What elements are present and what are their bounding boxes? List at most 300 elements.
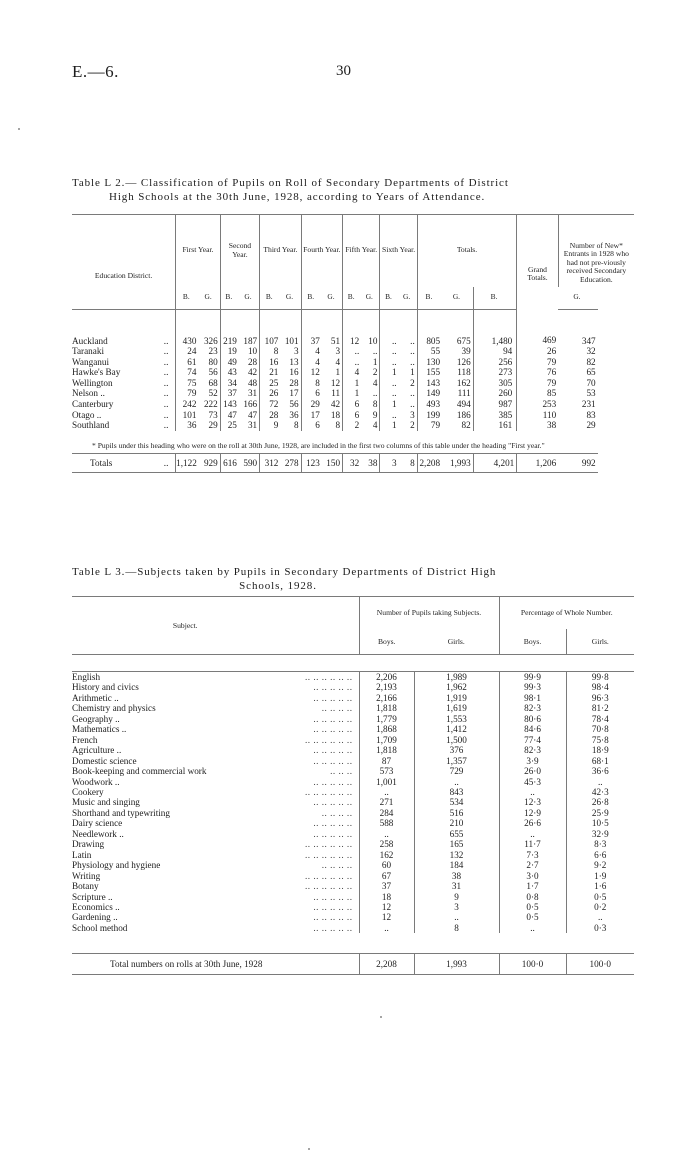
subject-name: Dairy science xyxy=(72,818,123,829)
table-l2-row xyxy=(72,420,634,431)
girls-percentage: 96·3 xyxy=(566,693,634,703)
header-new-entrants: Number of New* Entrants in 1928 who had not pre-viously received Secondary Education. xyxy=(558,215,634,287)
bg-header-cell: B. xyxy=(260,287,281,310)
table-l2-cell: 8 xyxy=(301,378,322,389)
boys-percentage: 2·7 xyxy=(499,860,566,870)
table-l2-cell: 19 xyxy=(220,346,239,357)
boys-percentage: 12·3 xyxy=(499,797,566,807)
table-l3-row xyxy=(72,672,634,683)
table-l2-total-cell: 616 xyxy=(220,453,239,472)
boys-percentage: 82·3 xyxy=(499,703,566,713)
table-l2-cell: 17 xyxy=(301,410,322,421)
subject-name: Domestic science xyxy=(72,755,137,766)
table-l2-cell: 3 xyxy=(294,346,299,357)
table-l3 xyxy=(72,596,634,975)
table-l2-cell: 37 xyxy=(301,309,322,346)
table-l2-cell: 42 xyxy=(330,399,341,410)
table-l2-cell: 107 xyxy=(260,309,281,346)
table-l2-cell: 75 xyxy=(176,378,199,389)
table-l2-cell: 16 xyxy=(289,367,299,378)
girls-count: 376 xyxy=(414,745,499,755)
table-l3-row xyxy=(72,829,634,839)
table-l2-cell: 42 xyxy=(247,367,258,378)
leader-dots: .. .. .. .. .. .. xyxy=(304,786,353,797)
table-l3-row xyxy=(72,756,634,766)
district-name: Auckland xyxy=(72,335,108,346)
table-l2-cell: 9 xyxy=(372,409,378,420)
leader-dots: .. .. .. .. .. xyxy=(313,776,353,787)
table-l2-title-line2: High Schools at the 30th June, 1928, according to Years of Attendance. xyxy=(109,191,486,203)
table-l2-cell: 4 xyxy=(301,357,322,368)
table-l2-cell: .. xyxy=(372,388,378,399)
boys-count: 1,818 xyxy=(359,745,414,755)
boys-percentage: 0·5 xyxy=(499,902,566,912)
table-l2-cell: .. xyxy=(410,335,415,346)
table-l2-cell: 6 xyxy=(343,410,362,421)
table-l2-cell: .. xyxy=(410,399,415,410)
leader-dots: .. .. .. .. .. .. xyxy=(304,881,353,892)
table-l2-cell: 187 xyxy=(243,335,258,346)
table-l2-cell: 2 xyxy=(410,377,415,388)
table-l2-totals-row xyxy=(72,453,634,472)
district-name: Otago .. xyxy=(72,409,102,420)
bg-header-cell: G. xyxy=(442,287,473,310)
boys-percentage: 99·3 xyxy=(499,682,566,692)
girls-percentage: 75·8 xyxy=(566,735,634,745)
table-l2-cell: 101 xyxy=(284,335,299,346)
table-l3-row xyxy=(72,724,634,734)
table-l2-cell: 186 xyxy=(456,409,471,420)
table-l2-cell: 73 xyxy=(208,409,218,420)
subject-name: Woodwork .. xyxy=(72,776,120,787)
table-l2-cell: 29 xyxy=(208,420,218,431)
boys-percentage: 3·0 xyxy=(499,871,566,881)
table-l2-cell: 65 xyxy=(586,367,596,378)
boys-count: 258 xyxy=(359,839,414,849)
table-l2-cell: 1 xyxy=(343,388,362,399)
table-l2-total-cell: 4,201 xyxy=(473,453,517,472)
table-l3-row xyxy=(72,892,634,902)
table-l2-cell: 8 xyxy=(260,346,281,357)
bg-header-cell: B. xyxy=(417,287,442,310)
leader-dots: .. .. .. .. .. xyxy=(313,818,353,829)
table-l2-row xyxy=(72,399,634,410)
table-l2-total-cell: 1,993 xyxy=(442,453,473,472)
boys-count: .. xyxy=(359,923,414,933)
table-l2-cell: 8 xyxy=(294,420,299,431)
leader-dots: .. xyxy=(163,420,169,431)
header-totals: Totals. xyxy=(417,215,517,287)
leader-dots: .. xyxy=(163,388,169,399)
header-sixth-year: Sixth Year. xyxy=(380,215,417,287)
girls-count: 1,500 xyxy=(414,735,499,745)
girls-count: 31 xyxy=(414,881,499,891)
header-boys: Boys. xyxy=(359,629,414,655)
table-l2-total-cell: 1,206 xyxy=(517,453,558,472)
table-l2-cell: 12 xyxy=(330,377,341,388)
header-third-year: Third Year. xyxy=(260,215,301,287)
boys-count: 1,818 xyxy=(359,703,414,713)
boys-count: 588 xyxy=(359,818,414,828)
header-pct-girls: Girls. xyxy=(566,629,634,655)
boys-percentage-total: 100·0 xyxy=(499,954,566,975)
table-l2-cell: 675 xyxy=(456,335,471,346)
table-l2-total-cell: 312 xyxy=(260,453,281,472)
table-l2-cell: 231 xyxy=(581,399,596,410)
table-l2-total-cell: 992 xyxy=(558,453,597,472)
table-l3-row xyxy=(72,703,634,713)
table-l2-cell: 52 xyxy=(208,388,218,399)
leader-dots: .. .. .. .. .. xyxy=(313,724,353,735)
leader-dots: .. xyxy=(157,453,176,472)
leader-dots: .. .. .. .. .. xyxy=(313,797,353,808)
bg-header-cell: G. xyxy=(198,287,220,310)
boys-percentage: 45·3 xyxy=(499,777,566,787)
table-l2-total-cell: 2,208 xyxy=(417,453,442,472)
table-l3-row xyxy=(72,797,634,807)
table-l2-cell: .. xyxy=(410,388,415,399)
table-l2-cell: 76 xyxy=(517,367,558,378)
boys-percentage: 26·0 xyxy=(499,766,566,776)
girls-count: 184 xyxy=(414,860,499,870)
table-l2-cell: 29 xyxy=(301,399,322,410)
table-l2-total-cell: 1,122 xyxy=(176,453,199,472)
table-l2-cell: 1 xyxy=(380,420,399,431)
table-l2-cell: 101 xyxy=(176,410,199,421)
table-l2-cell: 94 xyxy=(473,346,517,357)
girls-count: 38 xyxy=(414,871,499,881)
table-l2-cell: 12 xyxy=(301,367,322,378)
table-l3-row xyxy=(72,902,634,912)
table-l2-total-cell: 38 xyxy=(361,453,380,472)
boys-count: 573 xyxy=(359,766,414,776)
table-l2-cell: 83 xyxy=(586,409,596,420)
table-l2-cell: 23 xyxy=(208,346,218,357)
table-l2-cell: 494 xyxy=(456,399,471,410)
page-reference: E.—6. xyxy=(72,62,119,81)
boys-count: 60 xyxy=(359,860,414,870)
table-l2-cell: 143 xyxy=(417,378,442,389)
table-l2-cell: 805 xyxy=(417,309,442,346)
leader-dots: .. xyxy=(163,409,169,420)
table-l2-cell: 4 xyxy=(301,346,322,357)
girls-count: 1,919 xyxy=(414,693,499,703)
table-l3-row xyxy=(72,766,634,776)
girls-count: 729 xyxy=(414,766,499,776)
table-l3-row xyxy=(72,860,634,870)
girls-percentage: 32·9 xyxy=(566,829,634,839)
table-l2-cell: 4 xyxy=(372,377,378,388)
girls-count: 516 xyxy=(414,808,499,818)
table-l2-cell: 47 xyxy=(220,410,239,421)
table-l2-cell: 10 xyxy=(247,346,258,357)
boys-percentage: 84·6 xyxy=(499,724,566,734)
boys-count: 87 xyxy=(359,756,414,766)
boys-count: 12 xyxy=(359,912,414,922)
table-l2-cell: 149 xyxy=(417,388,442,399)
leader-dots: .. .. .. .. .. xyxy=(313,692,353,703)
table-l2-cell: 1,480 xyxy=(473,309,517,346)
table-l2-cell: 273 xyxy=(473,367,517,378)
boys-count: 1,709 xyxy=(359,735,414,745)
girls-percentage: 70·8 xyxy=(566,724,634,734)
table-l2-cell: 17 xyxy=(289,388,299,399)
girls-count: 210 xyxy=(414,818,499,828)
table-l2-cell: 111 xyxy=(457,388,471,399)
table-l2-cell: 68 xyxy=(208,377,218,388)
girls-count: 1,619 xyxy=(414,703,499,713)
table-l2-cell: 10 xyxy=(368,335,378,346)
table-l2-row xyxy=(72,378,634,389)
table-l3-row xyxy=(72,808,634,818)
table-l2-cell: 28 xyxy=(247,356,258,367)
table-l2-cell: 1 xyxy=(410,367,415,378)
subject-name: Geography .. xyxy=(72,713,120,724)
table-l3-title xyxy=(72,565,634,593)
bg-header-cell: G. xyxy=(361,287,380,310)
bg-header-cell: G. xyxy=(322,287,343,310)
table-l2-row xyxy=(72,367,634,378)
leader-dots: .. .. .. .. .. .. xyxy=(304,672,353,682)
header-percentage: Percentage of Whole Number. xyxy=(499,597,634,629)
page-number: 30 xyxy=(336,63,351,79)
subject-name: Gardening .. xyxy=(72,912,118,923)
table-l3-totals-row xyxy=(72,954,634,975)
leader-dots: .. .. .. .. .. xyxy=(313,713,353,724)
boys-count: 2,193 xyxy=(359,682,414,692)
girls-count: .. xyxy=(414,912,499,922)
table-l2-cell: 3 xyxy=(410,409,415,420)
table-l2-cell: 987 xyxy=(473,399,517,410)
table-l2-cell: 4 xyxy=(335,356,341,367)
table-l3-row xyxy=(72,839,634,849)
header-district: Education District. xyxy=(72,215,176,287)
table-l2-cell: 6 xyxy=(301,388,322,399)
table-l2-cell: 18 xyxy=(330,409,341,420)
table-l2-cell: 70 xyxy=(586,377,596,388)
table-l2-cell: 242 xyxy=(176,399,199,410)
boys-percentage: .. xyxy=(499,829,566,839)
table-l2-cell: 51 xyxy=(330,335,341,346)
boys-percentage: 26·6 xyxy=(499,818,566,828)
leader-dots: .. .. .. .. xyxy=(321,860,353,871)
table-l2-cell: 126 xyxy=(456,356,471,367)
subject-name: Physiology and hygiene xyxy=(72,860,161,871)
table-l2-cell: 43 xyxy=(220,367,239,378)
table-l2-cell: .. xyxy=(380,388,399,399)
table-l2-cell: .. xyxy=(380,357,399,368)
table-l2-cell: 28 xyxy=(260,410,281,421)
boys-percentage: .. xyxy=(499,787,566,797)
boys-count: 284 xyxy=(359,808,414,818)
table-l2-cell: 38 xyxy=(517,420,558,431)
table-l2-cell: 25 xyxy=(260,378,281,389)
header-subject: Subject. xyxy=(72,597,359,655)
table-l3-row xyxy=(72,818,634,828)
subject-name: Scripture .. xyxy=(72,891,113,902)
subject-name: French xyxy=(72,734,98,745)
table-l2-cell: 13 xyxy=(289,356,299,367)
leader-dots: .. .. .. .. .. xyxy=(313,901,353,912)
girls-percentage: 0·3 xyxy=(566,923,634,933)
subject-name: Chemistry and physics xyxy=(72,703,156,714)
header-girls: Girls. xyxy=(447,636,465,646)
table-l2-total-cell: 150 xyxy=(322,453,343,472)
table-l2-cell: 143 xyxy=(220,399,239,410)
table-l2-cell: 326 xyxy=(203,335,218,346)
table-l2-cell: 49 xyxy=(220,357,239,368)
table-l2-cell: 6 xyxy=(301,420,322,431)
boys-count: 1,001 xyxy=(359,777,414,787)
boys-total: 2,208 xyxy=(359,954,414,975)
table-l2-cell: .. xyxy=(410,346,415,357)
bg-header-cell: B. xyxy=(301,287,322,310)
girls-percentage: .. xyxy=(566,912,634,922)
subject-name: Needlework .. xyxy=(72,828,124,839)
table-l3-row xyxy=(72,923,634,933)
boys-percentage: .. xyxy=(499,923,566,933)
bg-header-cell: B. xyxy=(473,287,517,310)
table-l2-cell: .. xyxy=(380,309,399,346)
district-name: Taranaki xyxy=(72,346,105,357)
leader-dots: .. .. .. .. .. xyxy=(313,745,353,756)
table-l2-cell: 4 xyxy=(372,420,378,431)
leader-dots: .. .. .. .. .. xyxy=(313,682,353,693)
table-l2-cell: 110 xyxy=(517,410,558,421)
girls-total: 1,993 xyxy=(414,954,499,975)
table-l3-row xyxy=(72,787,634,797)
boys-percentage: 7·3 xyxy=(499,850,566,860)
table-l2-total-cell: 278 xyxy=(280,453,301,472)
header-fifth-year: Fifth Year. xyxy=(343,215,380,287)
boys-count: 18 xyxy=(359,892,414,902)
leader-dots: .. .. .. .. xyxy=(321,807,353,818)
girls-count: 1,357 xyxy=(414,756,499,766)
bg-header-cell: G. xyxy=(399,287,418,310)
subject-name: Mathematics .. xyxy=(72,724,127,735)
table-l2-row xyxy=(72,357,634,368)
girls-percentage: 18·9 xyxy=(566,745,634,755)
table-l3-row xyxy=(72,777,634,787)
subject-name: School method xyxy=(72,922,128,933)
leader-dots: .. .. .. .. .. xyxy=(313,922,353,933)
subject-name: Botany xyxy=(72,881,99,892)
table-l2-cell: 53 xyxy=(586,388,596,399)
subject-name: Cookery xyxy=(72,786,104,797)
table-l2-row xyxy=(72,346,634,357)
leader-dots: .. xyxy=(163,367,169,378)
table-l2-cell: .. xyxy=(380,410,399,421)
girls-count: 3 xyxy=(414,902,499,912)
boys-percentage: 0·5 xyxy=(499,912,566,922)
boys-percentage: 0·8 xyxy=(499,892,566,902)
girls-percentage: 42·3 xyxy=(566,787,634,797)
girls-percentage-total: 100·0 xyxy=(566,954,634,975)
table-l2-cell: 155 xyxy=(417,367,442,378)
girls-count: 843 xyxy=(414,787,499,797)
header-pct-boys: Boys. xyxy=(499,629,566,655)
bg-header-cell: B. xyxy=(176,287,199,310)
girls-percentage: .. xyxy=(566,777,634,787)
boys-percentage: 1·7 xyxy=(499,881,566,891)
table-l2-cell: .. xyxy=(380,346,399,357)
subject-name: Latin xyxy=(72,849,92,860)
table-l2-cell: 199 xyxy=(417,410,442,421)
table-l2-total-cell: 123 xyxy=(301,453,322,472)
table-l2-footnote: * Pupils under this heading who were on the roll at 30th June, 1928, are included in the first two columns of this table under the heading "First year." xyxy=(92,441,545,450)
boys-percentage: 80·6 xyxy=(499,714,566,724)
table-l2-cell: 56 xyxy=(208,367,218,378)
table-l3-row xyxy=(72,912,634,922)
bg-header-cell: B. xyxy=(343,287,362,310)
boys-count: 2,166 xyxy=(359,693,414,703)
table-l2-cell: 79 xyxy=(417,420,442,431)
boys-count: 67 xyxy=(359,871,414,881)
table-l2-cell: 9 xyxy=(260,420,281,431)
table-l2-total-cell: 32 xyxy=(343,453,362,472)
leader-dots: .. .. .. xyxy=(330,766,353,777)
table-l2-cell: 55 xyxy=(417,346,442,357)
bg-header-cell: G. xyxy=(239,287,260,310)
girls-percentage: 1·6 xyxy=(566,881,634,891)
leader-dots: .. .. .. .. .. xyxy=(313,891,353,902)
table-l2-row xyxy=(72,388,634,399)
table-l3-row xyxy=(72,682,634,692)
totals-label: Total numbers on rolls at 30th June, 1928 xyxy=(72,954,359,975)
table-l2-cell: .. xyxy=(343,357,362,368)
subject-name: English xyxy=(72,672,101,682)
girls-percentage: 98·4 xyxy=(566,682,634,692)
table-l2-cell: 31 xyxy=(247,388,258,399)
district-name: Nelson .. xyxy=(72,388,105,399)
table-l2-cell: 31 xyxy=(247,420,258,431)
table-l2-cell: 1 xyxy=(380,367,399,378)
table-l2-cell: 166 xyxy=(243,399,258,410)
table-l2-cell: 430 xyxy=(176,309,199,346)
table-l2-cell: 493 xyxy=(417,399,442,410)
district-name: Southland xyxy=(72,420,110,431)
bg-header-cell: B. xyxy=(380,287,399,310)
table-l2-cell: 29 xyxy=(586,420,596,431)
boys-percentage: 99·9 xyxy=(499,672,566,683)
bg-header-cell: G. xyxy=(558,287,597,310)
table-l2-cell: 26 xyxy=(260,388,281,399)
girls-count: 1,412 xyxy=(414,724,499,734)
table-l2-cell: 469 xyxy=(517,309,558,346)
table-l2-cell: 4 xyxy=(343,367,362,378)
table-l2-cell: 80 xyxy=(208,356,218,367)
table-l3-row xyxy=(72,735,634,745)
table-l2-cell: 8 xyxy=(335,420,341,431)
table-l2-cell: 72 xyxy=(260,399,281,410)
girls-percentage: 0·2 xyxy=(566,902,634,912)
table-l3-title-line1: Table L 3.—Subjects taken by Pupils in Secondary Departments of District High xyxy=(72,566,497,578)
table-l3-row xyxy=(72,881,634,891)
leader-dots: .. xyxy=(163,399,169,410)
girls-count: 132 xyxy=(414,850,499,860)
leader-dots: .. .. .. .. .. .. xyxy=(304,870,353,881)
table-l2-cell: .. xyxy=(372,346,378,357)
table-l2-cell: 16 xyxy=(260,357,281,368)
girls-count: 8 xyxy=(414,923,499,933)
boys-count: 37 xyxy=(359,881,414,891)
girls-count: .. xyxy=(414,777,499,787)
girls-percentage: 6·6 xyxy=(566,850,634,860)
leader-dots: .. .. .. .. .. .. xyxy=(304,734,353,745)
boys-count: 271 xyxy=(359,797,414,807)
girls-count: 655 xyxy=(414,829,499,839)
subject-name: Economics .. xyxy=(72,901,120,912)
